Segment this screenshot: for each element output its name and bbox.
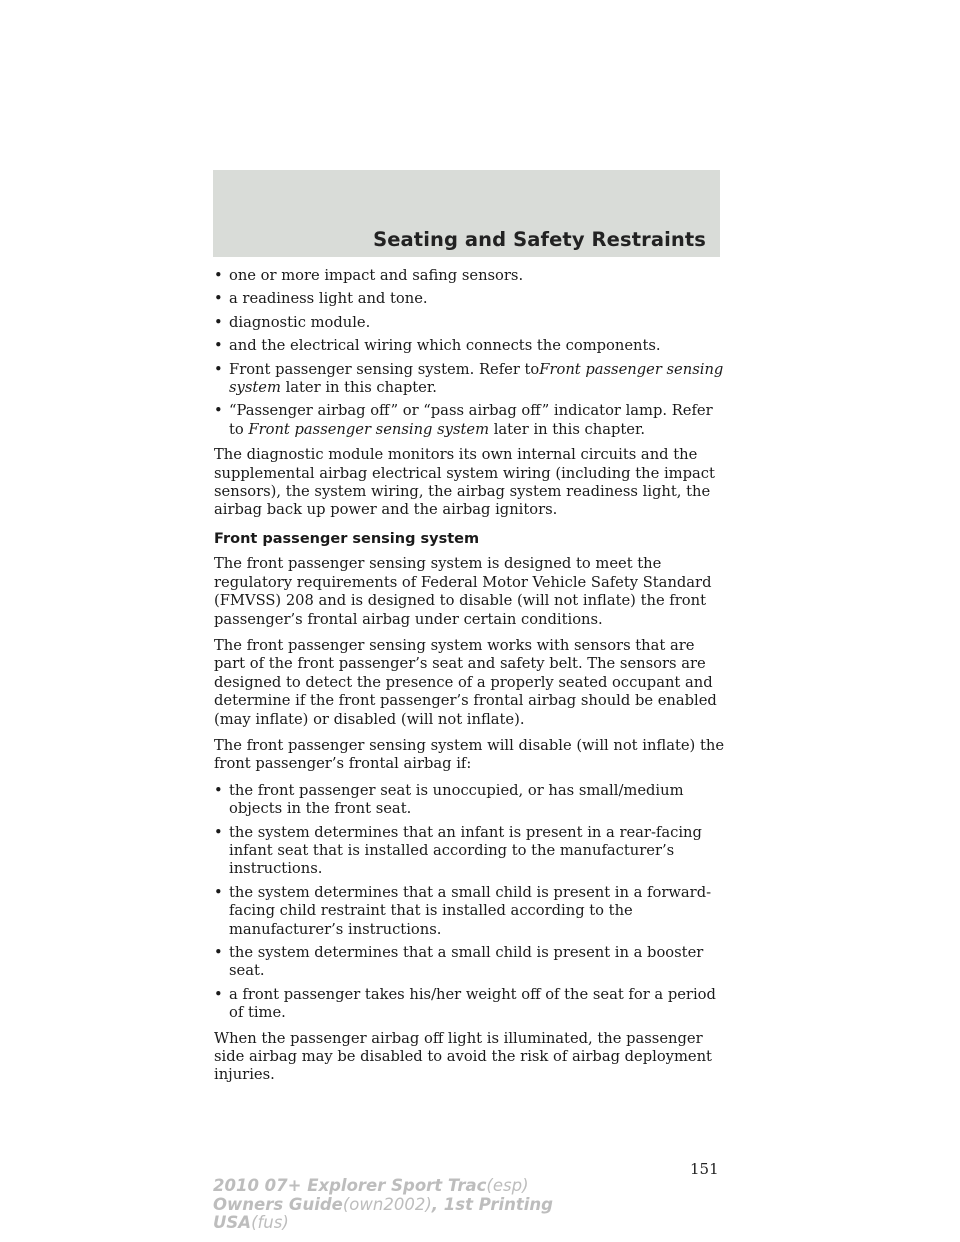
bullet-icon: • (214, 360, 223, 378)
bullet-text: a front passenger takes his/her weight off of the seat for a period of time. (229, 985, 716, 1022)
footer-code: (esp) (486, 1176, 529, 1195)
bullet-icon: • (214, 290, 223, 308)
footer-line (213, 1177, 553, 1196)
footer-line (213, 1214, 553, 1233)
bullet-item (214, 944, 724, 981)
bullet-text: later in this chapter. (280, 379, 437, 397)
bullet-icon: • (214, 337, 223, 355)
paragraph: The front passenger sensing system works with sensors that are part of the front passenger’s seat and safety belt. The sensors are designed to detect the presence of a properly seated occupant and determine if the front passenger’s frontal airbag should be enabled (may inflate) or disabled (will not inflate). (214, 636, 717, 728)
bullet-icon: • (214, 313, 223, 331)
bullet-item (214, 290, 724, 308)
section-heading: Front passenger sensing system (214, 530, 480, 547)
section-header-band (213, 170, 720, 257)
bullet-text: the system determines that a small child is present in a booster seat. (229, 944, 704, 980)
bullet-text: diagnostic module. (229, 313, 371, 331)
footer-code: (fus) (251, 1213, 289, 1232)
footer-print-info (213, 1177, 553, 1233)
bullet-text: a readiness light and tone. (229, 290, 428, 308)
bullet-item (214, 782, 724, 819)
bullet-item (214, 361, 724, 398)
bullet-text: “Passenger airbag off” or “pass airbag off” indicator lamp. Refer to (229, 402, 713, 438)
bullet-text: Front passenger sensing system. Refer to (229, 360, 540, 378)
footer-model: 2010 07+ Explorer Sport Trac (213, 1176, 487, 1195)
bullet-item (214, 402, 724, 439)
bullet-icon: • (214, 267, 223, 284)
bullet-icon: • (214, 823, 223, 841)
bullet-text: the front passenger seat is unoccupied, or has small/medium objects in the front seat. (229, 781, 684, 818)
bullet-item (214, 337, 724, 355)
bullet-icon: • (214, 883, 223, 901)
footer-code: (own2002) (342, 1194, 432, 1214)
bullet-item (214, 884, 724, 939)
page-number: 151 (690, 1160, 719, 1178)
section-title: Seating and Safety Restraints (373, 228, 706, 251)
bullet-item (214, 824, 724, 879)
bullet-item (214, 314, 724, 332)
bullet-item (214, 986, 724, 1023)
bullet-icon: • (214, 944, 223, 961)
cross-reference: Front passenger sensing system (248, 420, 490, 438)
bullet-text: later in this chapter. (489, 420, 646, 438)
bullet-text: the system determines that an infant is present in a rear-facing infant seat that is installed according to the manufacturer’s instructions. (229, 823, 702, 878)
paragraph-final: When the passenger airbag off light is illuminated, the passenger side airbag may be disabled to avoid the risk of airbag deployment injuries. (214, 1029, 712, 1084)
footer-printing: , 1st Printing (431, 1194, 553, 1214)
bullet-item (214, 267, 724, 285)
footer-line (213, 1196, 553, 1215)
paragraph: The front passenger sensing system will disable (will not inflate) the front passenger’s frontal airbag if: (214, 736, 725, 773)
paragraph-diagnostic: The diagnostic module monitors its own internal circuits and the supplemental airbag electrical system wiring (including the impact sensors), the system wiring, the airbag system readiness light, the airbag back up power and the airbag ignitors. (214, 446, 715, 519)
bullet-text: the system determines that a small child is present in a forward-facing child restraint that is installed according to the manufacturer’s instructions. (229, 883, 712, 938)
page-content (214, 267, 724, 1093)
paragraph: The front passenger sensing system is designed to meet the regulatory requirements of Federal Motor Vehicle Safety Standard (FMVSS) 208 and is designed to disable (will not inflate) the front passenger’s frontal airbag under certain conditions. (214, 555, 712, 628)
footer-region: USA (213, 1213, 252, 1232)
bullet-icon: • (214, 781, 223, 799)
cross-reference: Front passenger sensing system (229, 360, 724, 397)
bullet-icon: • (214, 985, 223, 1003)
bullet-icon: • (214, 402, 223, 420)
footer-guide: Owners Guide (213, 1194, 343, 1214)
bullet-text: and the electrical wiring which connects the components. (229, 337, 661, 355)
bullet-text: one or more impact and safing sensors. (229, 267, 524, 284)
